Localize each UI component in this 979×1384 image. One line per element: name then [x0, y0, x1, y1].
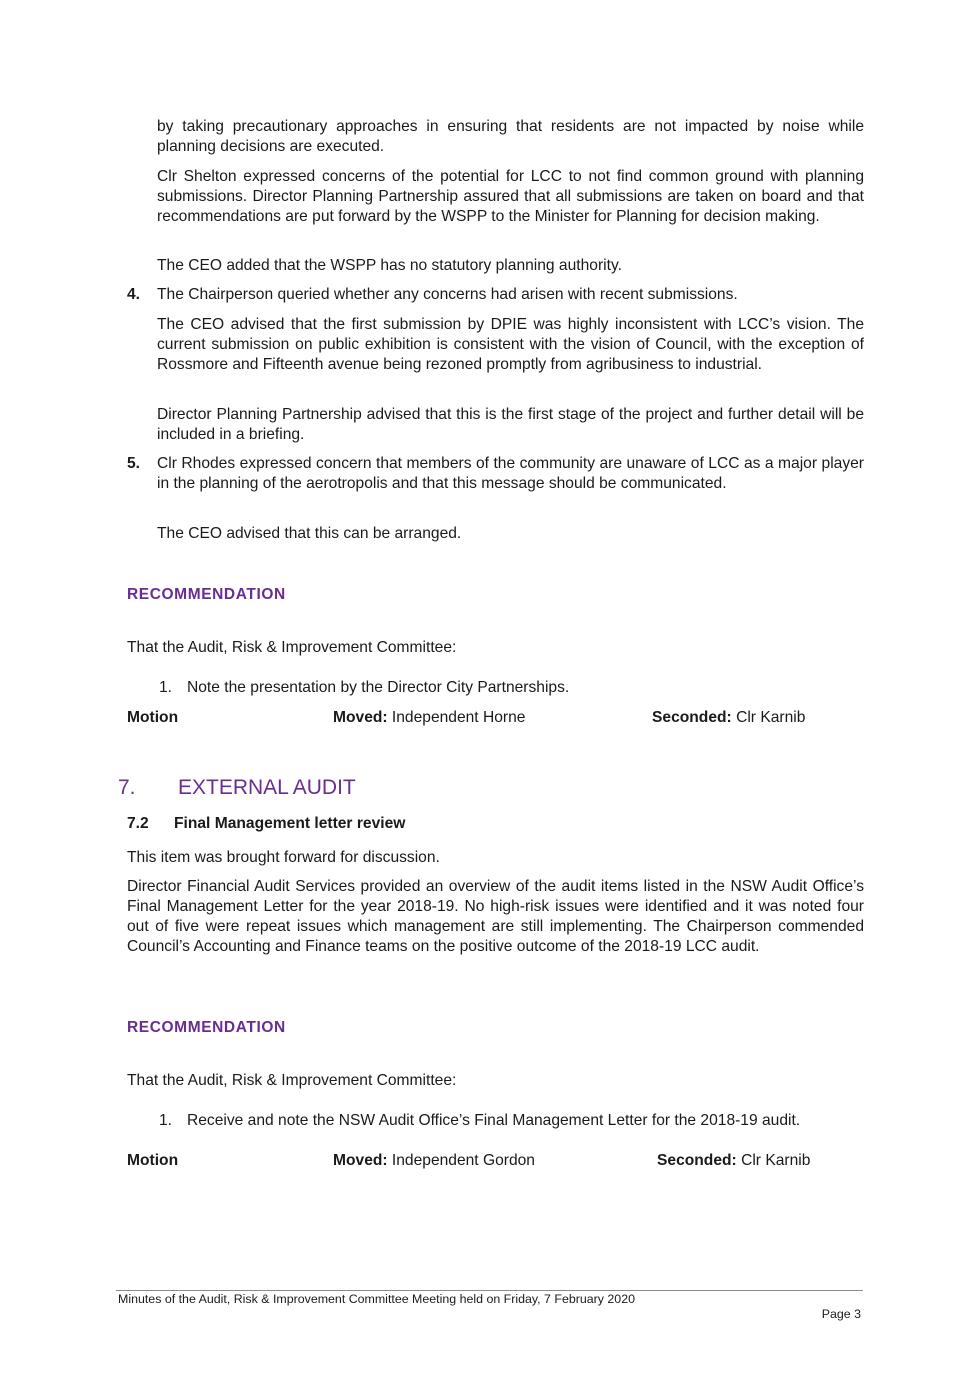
- paragraph-ceo-wspp: The CEO added that the WSPP has no statutory planning authority.: [157, 257, 622, 274]
- recommendation-item-text: Receive and note the NSW Audit Office’s Final Management Letter for the 2018-19 audit.: [187, 1112, 801, 1129]
- footer-divider: [116, 1290, 863, 1291]
- recommendation-intro: That the Audit, Risk & Improvement Committee:: [127, 1072, 457, 1089]
- seconded-by: [652, 708, 805, 728]
- paragraph-audit-overview: Director Financial Audit Services provided an overview of the audit items listed in the NSW Audit Office’s Final Management Letter for the year 2018-19. No high-risk issues were identified and it was noted four out of five were repeat issues which management are still implementing. The Chairperson commended Council’s Accounting and Finance teams on the positive outcome of the 2018-19 LCC audit.: [127, 878, 864, 955]
- recommendation-item-number: 1.: [159, 679, 173, 696]
- motion-label: Motion: [127, 709, 179, 726]
- moved-by: [333, 1151, 535, 1171]
- paragraph-brought-forward: This item was brought forward for discussion.: [127, 849, 440, 866]
- seconded-value: Clr Karnib: [736, 709, 806, 726]
- seconded-value: Clr Karnib: [741, 1152, 811, 1169]
- paragraph-ceo-arranged: The CEO advised that this can be arranged.: [157, 525, 462, 542]
- seconded-label: Seconded:: [657, 1152, 737, 1169]
- moved-value: Independent Gordon: [391, 1152, 535, 1169]
- moved-by: [333, 708, 525, 728]
- section-number: 7.: [118, 776, 136, 799]
- section-title: EXTERNAL AUDIT: [178, 776, 356, 799]
- recommendation-item-number: 1.: [159, 1112, 173, 1129]
- seconded-by: [657, 1151, 810, 1171]
- paragraph-continuation: by taking precautionary approaches in ensuring that residents are not impacted by noise while planning decisions are executed.: [157, 118, 864, 155]
- moved-value: Independent Horne: [391, 709, 526, 726]
- seconded-label: Seconded:: [652, 709, 732, 726]
- paragraph-ceo-dpie: The CEO advised that the first submission by DPIE was highly inconsistent with LCC’s vision. The current submission on public exhibition is consistent with the vision of Council, with the exception of Rossmore and Fifteenth avenue being rezoned promptly from agribusiness to industrial.: [157, 316, 864, 373]
- footer-text: Minutes of the Audit, Risk & Improvement Committee Meeting held on Friday, 7 February 2020: [118, 1292, 635, 1306]
- paragraph-shelton: Clr Shelton expressed concerns of the potential for LCC to not find common ground with planning submissions. Director Planning Partnership assured that all submissions are taken on board and that recommendations are put forward by the WSPP to the Minister for Planning for decision making.: [157, 168, 864, 225]
- page-number: Page 3: [821, 1307, 861, 1321]
- moved-label: Moved:: [333, 709, 388, 726]
- recommendation-heading: RECOMMENDATION: [127, 586, 286, 603]
- item-4-text: The Chairperson queried whether any concerns had arisen with recent submissions.: [157, 286, 738, 303]
- item-5-text: Clr Rhodes expressed concern that members of the community are unaware of LCC as a major player in the planning of the aerotropolis and that this message should be communicated.: [157, 455, 864, 492]
- recommendation-intro: That the Audit, Risk & Improvement Committee:: [127, 639, 457, 656]
- moved-label: Moved:: [333, 1152, 388, 1169]
- recommendation-heading: RECOMMENDATION: [127, 1019, 286, 1036]
- paragraph-director: Director Planning Partnership advised that this is the first stage of the project and further detail will be included in a briefing.: [157, 406, 864, 443]
- subsection-title: Final Management letter review: [174, 815, 406, 832]
- item-number-4: 4.: [127, 286, 141, 303]
- item-number-5: 5.: [127, 455, 141, 472]
- recommendation-item-text: Note the presentation by the Director City Partnerships.: [187, 679, 570, 696]
- subsection-number: 7.2: [127, 815, 149, 832]
- motion-label: Motion: [127, 1152, 179, 1169]
